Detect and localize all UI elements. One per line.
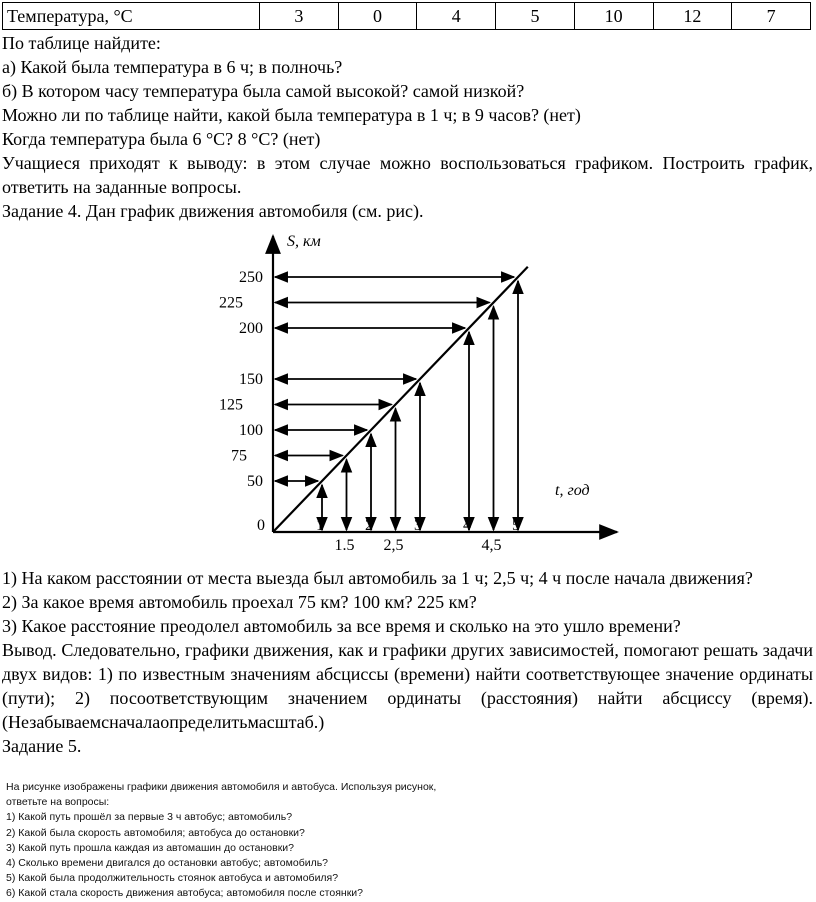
y-tick-label: 225 — [219, 294, 243, 312]
motion-chart-svg — [205, 228, 625, 558]
series-line — [273, 267, 528, 532]
task5-line: 1) Какой путь прошёл за первые 3 ч автобус; автомобиль? — [6, 811, 293, 824]
y-tick-label: 250 — [239, 269, 263, 286]
temperature-table — [2, 2, 811, 30]
x-tick-label: 1 — [316, 517, 324, 534]
x-axis-label: t, год — [555, 482, 590, 499]
table-row — [3, 3, 811, 30]
x-tick-label: 1.5 — [334, 537, 355, 554]
text-line: По таблице найдите: — [2, 33, 161, 53]
text-line: б) В котором часу температура была самой высокой? самой низкой? — [2, 81, 525, 101]
x-tick-label: 4 — [463, 517, 471, 534]
text-paragraph: Учащиеся приходят к выводу: в этом случае можно воспользоваться графиком. Построить график, ответить на заданные вопросы. — [2, 153, 813, 197]
x-tick-label: 4,5 — [481, 537, 502, 554]
question-3: 3) Какое расстояние преодолел автомобиль за все время и сколько на это ушло времени? — [2, 616, 681, 636]
y-tick-label: 50 — [247, 473, 263, 490]
table-cell: 0 — [338, 3, 417, 30]
task5-scan — [6, 780, 566, 902]
y-tick-label: 75 — [231, 447, 247, 465]
table-cell: 12 — [653, 3, 732, 30]
conclusion-paragraph: Вывод. Следовательно, графики движения, как и графики других зависимостей, помогают решать задачи двух видов: 1) по известным значениям абсциссы (времени) найти соответствующее значение ординаты (пути); 2) посоответствующим значением ординаты (расстояния) найти абсциссу (время). (Незабываемсначалаопределитьмасштаб.) — [2, 640, 813, 732]
text-line: Можно ли по таблице найти, какой была температура в 1 ч; в 9 часов? (нет) — [2, 105, 581, 125]
task5-line: 6) Какой стала скорость движения автобуса; автомобиля после стоянки? — [6, 887, 363, 900]
table-cell: 5 — [496, 3, 575, 30]
table-cell: 3 — [260, 3, 339, 30]
origin-label: 0 — [257, 517, 265, 534]
y-axis-label: S, км — [287, 233, 321, 250]
y-tick-label: 100 — [239, 422, 263, 439]
y-tick-label: 150 — [239, 371, 263, 388]
questions-text — [2, 566, 813, 758]
table-cell: 4 — [417, 3, 496, 30]
x-tick-label: 2 — [365, 517, 373, 534]
text-line: Когда температура была 6 °С? 8 °С? (нет) — [2, 129, 321, 149]
intro-text — [2, 31, 813, 223]
table-cell: 7 — [732, 3, 811, 30]
task-heading: Задание 5. — [2, 736, 82, 756]
text-line: а) Какой была температура в 6 ч; в полночь? — [2, 57, 343, 77]
question-1: 1) На каком расстоянии от места выезда был автомобиль за 1 ч; 2,5 ч; 4 ч после начала движения? — [2, 568, 753, 588]
table-cell: 10 — [574, 3, 653, 30]
x-tick-label: 3 — [414, 517, 422, 534]
x-tick-label: 2,5 — [383, 537, 404, 554]
task5-line: 3) Какой путь прошла каждая из автомашин до остановки? — [6, 841, 295, 854]
task5-line: 2) Какой была скорость автомобиля; автобуса до остановки? — [6, 826, 305, 839]
y-tick-label: 200 — [239, 320, 263, 337]
table-header-cell: Температура, °С — [3, 3, 260, 30]
task5-line: 4) Сколько времени двигался до остановки автобус; автомобиль? — [6, 857, 329, 870]
task-heading: Задание 4. Дан график движения автомобиля (см. рис). — [2, 201, 424, 221]
y-tick-label: 125 — [219, 396, 243, 414]
task5-line: На рисунке изображены графики движения автомобиля и автобуса. Используя рисунок, — [6, 781, 437, 793]
x-tick-label: 5 — [512, 517, 520, 534]
task5-line: 5) Какой была продолжительность стоянок автобуса и автомобиля? — [6, 872, 339, 885]
question-2: 2) За какое время автомобиль проехал 75 км? 100 км? 225 км? — [2, 592, 477, 612]
motion-chart — [205, 228, 625, 558]
task5-line: ответьте на вопросы: — [6, 796, 110, 809]
